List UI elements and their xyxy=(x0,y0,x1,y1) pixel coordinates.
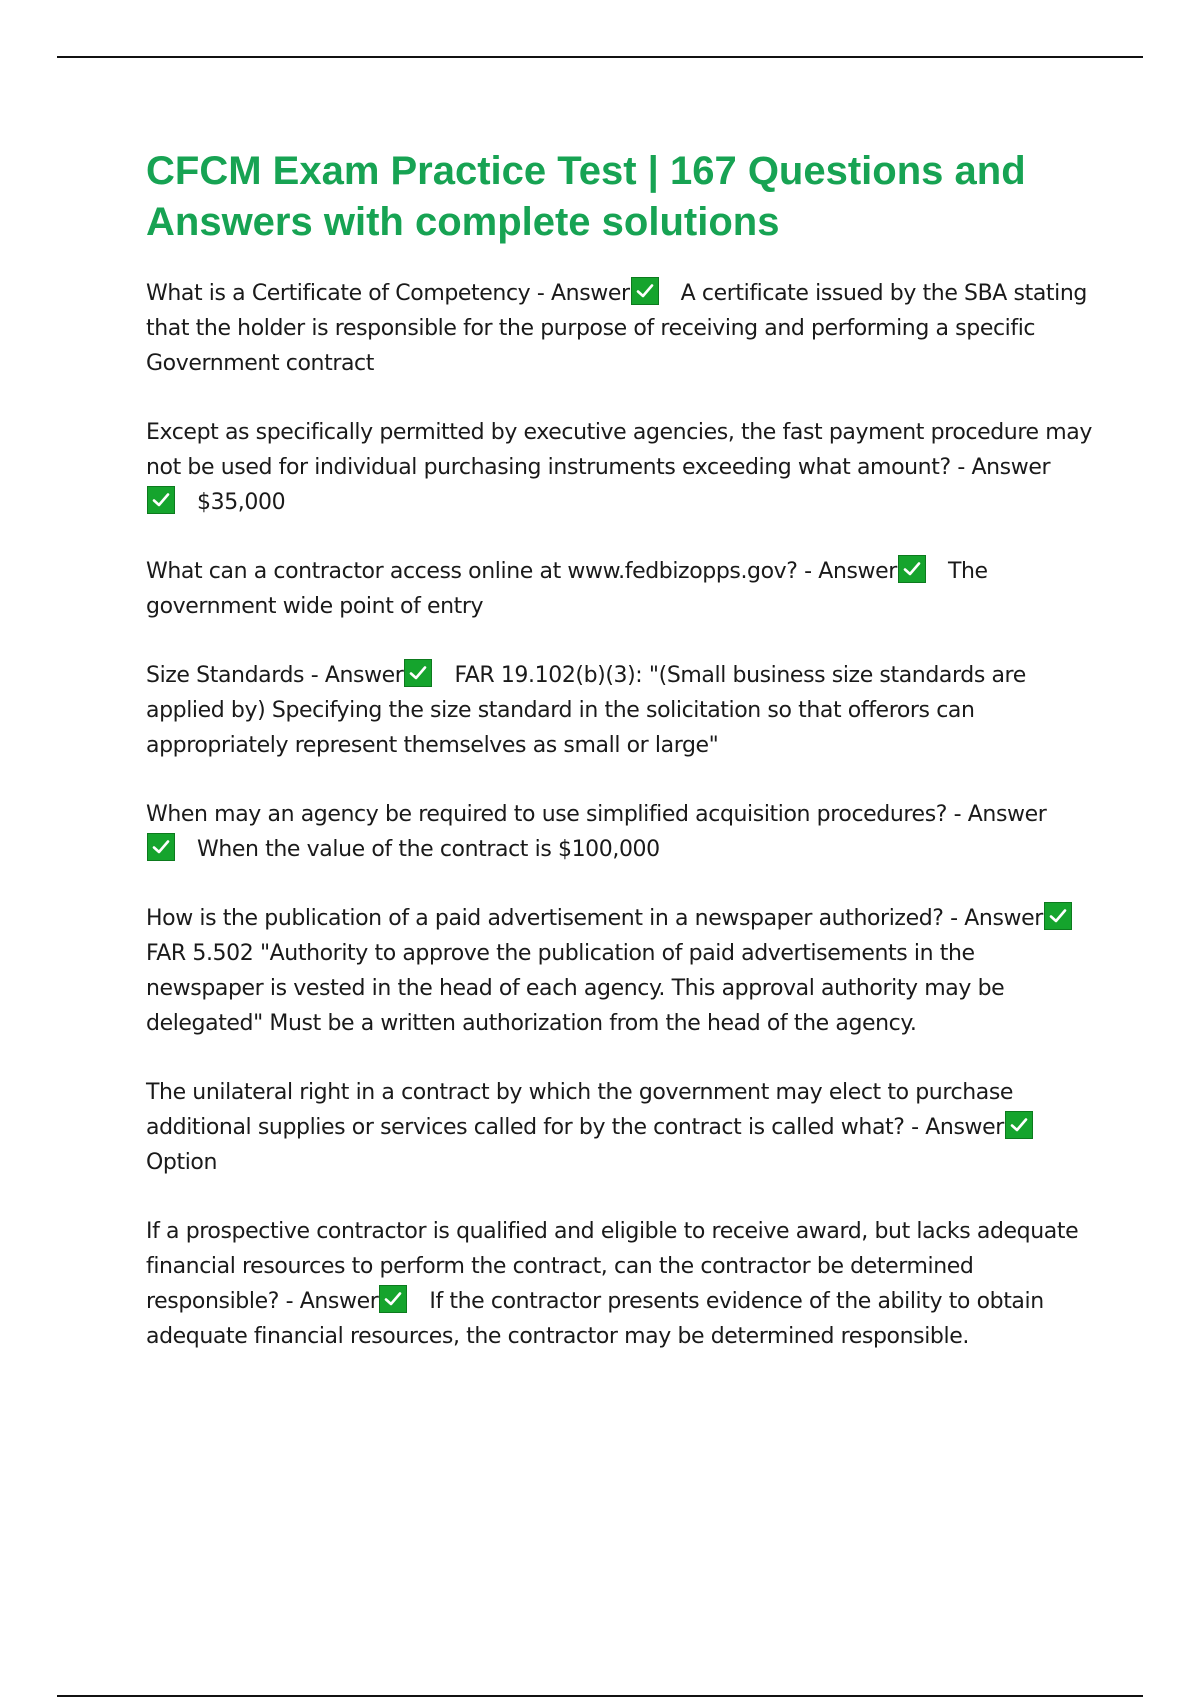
answer-text: Option xyxy=(146,1150,218,1175)
check-mark-icon xyxy=(404,659,432,687)
qa-item xyxy=(146,276,1096,381)
answer-text: A certificate issued by the SBA stating that the holder is responsible for the purpose of receiving and performing a specific Government contract xyxy=(146,281,1087,376)
answer-label: Answer xyxy=(971,455,1051,480)
answer-text: FAR 5.502 "Authority to approve the publication of paid advertisements in the newspaper is vested in the head of each agency. This approval authority may be delegated" Must be a written authorization from the head of the agency. xyxy=(146,941,1005,1036)
answer-text: $35,000 xyxy=(197,490,286,515)
answer-text: The government wide point of entry xyxy=(146,559,988,619)
document-body xyxy=(146,146,1096,1388)
qa-item xyxy=(146,1214,1096,1354)
check-mark-icon xyxy=(379,1285,407,1313)
answer-label: Answer xyxy=(967,802,1047,827)
question-text: What is a Certificate of Competency - xyxy=(146,281,552,306)
bottom-divider xyxy=(57,1695,1143,1697)
qa-item xyxy=(146,554,1096,624)
question-text: How is the publication of a paid advertisement in a newspaper authorized? - xyxy=(146,906,965,931)
question-text: If a prospective contractor is qualified and eligible to receive award, but lacks adequate financial resources to perform the contract, can the contractor be determined responsible? - xyxy=(146,1219,1079,1314)
answer-text: FAR 19.102(b)(3): "(Small business size standards are applied by) Specifying the size standard in the solicitation so that offerors can appropriately represent themselves as small or large" xyxy=(146,663,1026,758)
answer-label: Answer xyxy=(925,1115,1004,1140)
check-mark-icon xyxy=(898,555,926,583)
check-mark-icon xyxy=(1005,1111,1033,1139)
question-text: Except as specifically permitted by executive agencies, the fast payment procedure may not be used for individual purchasing instruments exceeding what amount? - xyxy=(146,420,1092,480)
answer-label: Answer xyxy=(964,906,1043,931)
question-text: When may an agency be required to use simplified acquisition procedures? - xyxy=(146,802,968,827)
question-text: The unilateral right in a contract by which the government may elect to purchase additional supplies or services called for by the contract is called what? - xyxy=(146,1080,1014,1140)
document-title: CFCM Exam Practice Test | 167 Questions and Answers with complete solutions xyxy=(146,149,1026,244)
qa-item xyxy=(146,901,1096,1041)
qa-item xyxy=(146,1075,1096,1180)
answer-label: Answer xyxy=(551,281,630,306)
check-mark-icon xyxy=(631,277,659,305)
question-text: What can a contractor access online at www.fedbizopps.gov? - xyxy=(146,559,819,584)
qa-item xyxy=(146,658,1096,763)
qa-item xyxy=(146,415,1096,520)
answer-text: When the value of the contract is $100,000 xyxy=(197,837,660,862)
answer-text: If the contractor presents evidence of the ability to obtain adequate financial resources, the contractor may be determined responsible. xyxy=(146,1289,1044,1349)
top-divider xyxy=(57,56,1143,58)
question-text: Size Standards - xyxy=(146,663,325,688)
answer-label: Answer xyxy=(818,559,897,584)
check-mark-icon xyxy=(147,833,175,861)
qa-item xyxy=(146,797,1096,867)
answer-label: Answer xyxy=(324,663,404,688)
check-mark-icon xyxy=(147,486,175,514)
check-mark-icon xyxy=(1044,902,1072,930)
answer-label: Answer xyxy=(299,1289,379,1314)
